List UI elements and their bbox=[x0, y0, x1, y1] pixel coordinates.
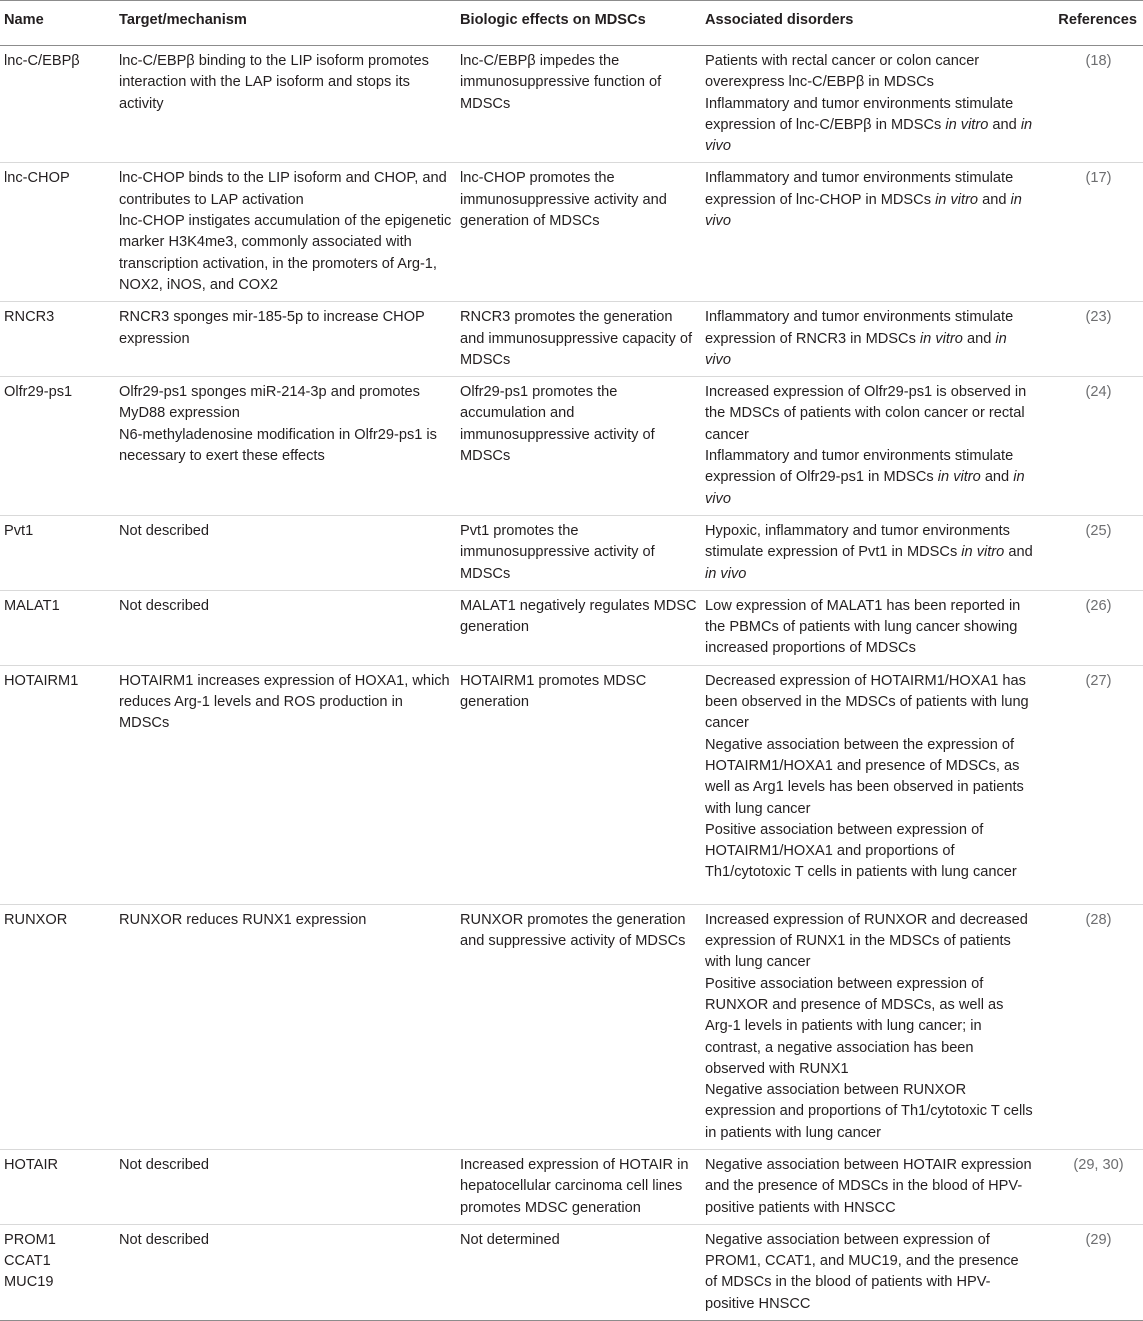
table-row bbox=[0, 46, 1143, 163]
cell-name: Olfr29-ps1 bbox=[0, 377, 115, 516]
table-row bbox=[0, 163, 1143, 302]
cell-refs[interactable]: (24) bbox=[1038, 377, 1143, 516]
assoc-line: Inflammatory and tumor environments stimulate expression of lnc-C/EBPβ in MDSCs in vitro and in vivo bbox=[705, 95, 1033, 155]
table-header-row bbox=[0, 1, 1143, 46]
table-row bbox=[0, 904, 1143, 1149]
name-line: PROM1 bbox=[4, 1231, 56, 1248]
cell-assoc bbox=[701, 904, 1038, 1149]
cell-assoc: Low expression of MALAT1 has been reported in the PBMCs of patients with lung cancer showing increased proportions of MDSCs bbox=[701, 590, 1038, 665]
cell-name: MALAT1 bbox=[0, 590, 115, 665]
cell-name: lnc-C/EBPβ bbox=[0, 46, 115, 163]
cell-refs[interactable]: (29, 30) bbox=[1038, 1149, 1143, 1224]
cell-target: RNCR3 sponges mir-185-5p to increase CHOP expression bbox=[115, 302, 456, 377]
cell-bio: lnc-CHOP promotes the immunosuppressive activity and generation of MDSCs bbox=[456, 163, 701, 302]
assoc-line: Negative association between RUNXOR expression and proportions of Th1/cytotoxic T cells in patients with lung cancer bbox=[705, 1082, 1033, 1141]
cell-target: HOTAIRM1 increases expression of HOXA1, which reduces Arg-1 levels and ROS production in MDSCs bbox=[115, 665, 456, 904]
cell-assoc bbox=[701, 665, 1038, 904]
table-row bbox=[0, 1224, 1143, 1320]
assoc-line: Increased expression of RUNXOR and decreased expression of RUNX1 in the MDSCs of patients with lung cancer bbox=[705, 911, 1028, 971]
cell-name: RUNXOR bbox=[0, 904, 115, 1149]
table-row bbox=[0, 1149, 1143, 1224]
name-line: CCAT1 bbox=[4, 1253, 51, 1270]
table-row bbox=[0, 665, 1143, 904]
cell-target: RUNXOR reduces RUNX1 expression bbox=[115, 904, 456, 1149]
assoc-line: Negative association between the expression of HOTAIRM1/HOXA1 and presence of MDSCs, as well as Arg1 levels has been observed in patients with lung cancer bbox=[705, 736, 1024, 817]
table-row bbox=[0, 377, 1143, 516]
cell-target bbox=[115, 377, 456, 516]
assoc-line: Inflammatory and tumor environments stimulate expression of Olfr29-ps1 in MDSCs in vitro and in vivo bbox=[705, 448, 1025, 507]
cell-assoc: Hypoxic, inflammatory and tumor environments stimulate expression of Pvt1 in MDSCs in vitro and in vivo bbox=[701, 515, 1038, 590]
assoc-line: Positive association between expression of HOTAIRM1/HOXA1 and proportions of Th1/cytotoxic T cells in patients with lung cancer bbox=[705, 821, 1017, 881]
cell-bio: Increased expression of HOTAIR in hepatocellular carcinoma cell lines promotes MDSC generation bbox=[456, 1149, 701, 1224]
name-line: MUC19 bbox=[4, 1274, 54, 1291]
cell-bio: Pvt1 promotes the immunosuppressive activity of MDSCs bbox=[456, 515, 701, 590]
assoc-line: Decreased expression of HOTAIRM1/HOXA1 has been observed in the MDSCs of patients with lung cancer bbox=[705, 672, 1029, 732]
cell-name: HOTAIRM1 bbox=[0, 665, 115, 904]
cell-bio: lnc-C/EBPβ impedes the immunosuppressive function of MDSCs bbox=[456, 46, 701, 163]
cell-name: HOTAIR bbox=[0, 1149, 115, 1224]
cell-name: RNCR3 bbox=[0, 302, 115, 377]
cell-refs[interactable]: (25) bbox=[1038, 515, 1143, 590]
cell-assoc: Inflammatory and tumor environments stimulate expression of lnc-CHOP in MDSCs in vitro and in vivo bbox=[701, 163, 1038, 302]
cell-bio: MALAT1 negatively regulates MDSC generation bbox=[456, 590, 701, 665]
assoc-line: Positive association between expression of RUNXOR and presence of MDSCs, as well as Arg-1 levels in patients with lung cancer; in contrast, a negative association has been observed with RUNX1 bbox=[705, 975, 1004, 1077]
header-bio: Biologic effects on MDSCs bbox=[456, 1, 701, 46]
cell-refs[interactable]: (28) bbox=[1038, 904, 1143, 1149]
assoc-line: Increased expression of Olfr29-ps1 is observed in the MDSCs of patients with colon cancer or rectal cancer bbox=[705, 384, 1027, 443]
assoc-line: Patients with rectal cancer or colon cancer overexpress lnc-C/EBPβ in MDSCs bbox=[705, 53, 980, 91]
table-row bbox=[0, 302, 1143, 377]
target-line: N6-methyladenosine modification in Olfr29-ps1 is necessary to exert these effects bbox=[119, 426, 437, 465]
cell-refs[interactable]: (17) bbox=[1038, 163, 1143, 302]
cell-assoc: Negative association between expression of PROM1, CCAT1, and MUC19, and the presence of MDSCs in the blood of patients with HPV-positive HNSCC bbox=[701, 1224, 1038, 1320]
cell-bio: RNCR3 promotes the generation and immunosuppressive capacity of MDSCs bbox=[456, 302, 701, 377]
cell-target: Not described bbox=[115, 515, 456, 590]
target-line: lnc-CHOP instigates accumulation of the epigenetic marker H3K4me3, commonly associated with transcription activation, in the promoters of Arg-1, NOX2, iNOS, and COX2 bbox=[119, 213, 452, 293]
table-row bbox=[0, 590, 1143, 665]
cell-refs[interactable]: (23) bbox=[1038, 302, 1143, 377]
cell-name bbox=[0, 1224, 115, 1320]
header-target: Target/mechanism bbox=[115, 1, 456, 46]
cell-target: Not described bbox=[115, 1224, 456, 1320]
target-line: Olfr29-ps1 sponges miR-214-3p and promotes MyD88 expression bbox=[119, 384, 420, 422]
cell-target: lnc-C/EBPβ binding to the LIP isoform promotes interaction with the LAP isoform and stops its activity bbox=[115, 46, 456, 163]
cell-target: Not described bbox=[115, 590, 456, 665]
header-assoc: Associated disorders bbox=[701, 1, 1038, 46]
cell-refs[interactable]: (26) bbox=[1038, 590, 1143, 665]
cell-assoc: Negative association between HOTAIR expression and the presence of MDSCs in the blood of HPV-positive patients with HNSCC bbox=[701, 1149, 1038, 1224]
cell-bio: RUNXOR promotes the generation and suppressive activity of MDSCs bbox=[456, 904, 701, 1149]
cell-target bbox=[115, 163, 456, 302]
cell-assoc bbox=[701, 46, 1038, 163]
cell-bio: Not determined bbox=[456, 1224, 701, 1320]
cell-refs[interactable]: (29) bbox=[1038, 1224, 1143, 1320]
cell-bio: HOTAIRM1 promotes MDSC generation bbox=[456, 665, 701, 904]
cell-refs[interactable]: (18) bbox=[1038, 46, 1143, 163]
cell-bio: Olfr29-ps1 promotes the accumulation and immunosuppressive activity of MDSCs bbox=[456, 377, 701, 516]
cell-target: Not described bbox=[115, 1149, 456, 1224]
cell-name: lnc-CHOP bbox=[0, 163, 115, 302]
cell-assoc: Inflammatory and tumor environments stimulate expression of RNCR3 in MDSCs in vitro and in vivo bbox=[701, 302, 1038, 377]
cell-refs[interactable]: (27) bbox=[1038, 665, 1143, 904]
table-row bbox=[0, 515, 1143, 590]
cell-assoc bbox=[701, 377, 1038, 516]
cell-name: Pvt1 bbox=[0, 515, 115, 590]
header-refs: References bbox=[1038, 1, 1143, 46]
header-name: Name bbox=[0, 1, 115, 46]
target-line: lnc-CHOP binds to the LIP isoform and CHOP, and contributes to LAP activation bbox=[119, 170, 447, 208]
